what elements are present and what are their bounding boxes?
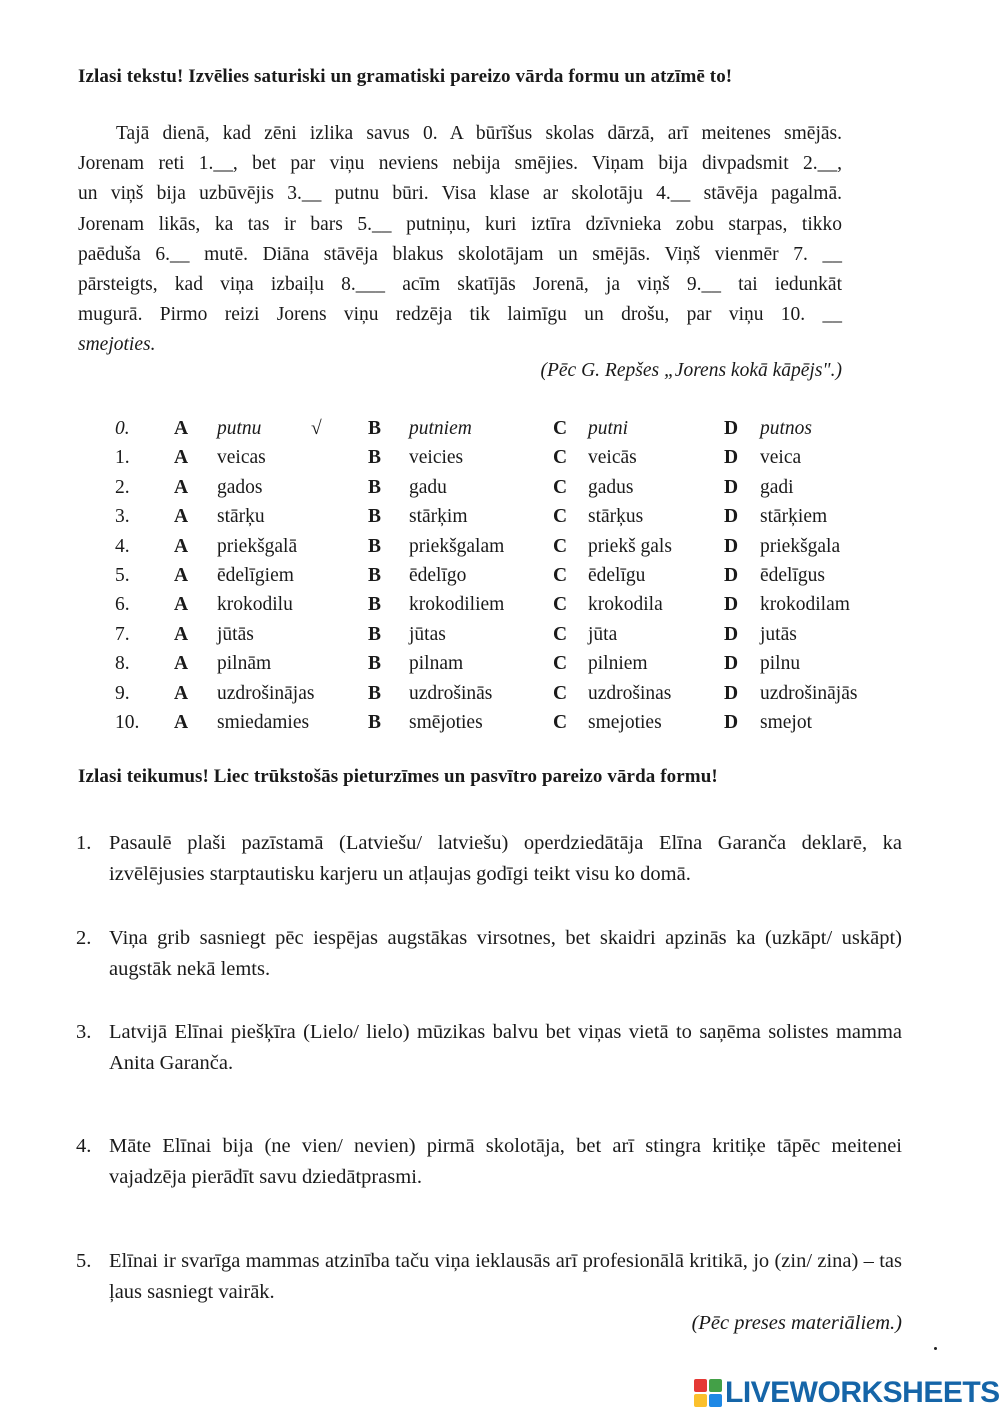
sentence-item xyxy=(76,923,902,985)
sentence-number: 3. xyxy=(76,1021,92,1043)
option-d[interactable]: smejot xyxy=(760,711,812,733)
option-letter-a: A xyxy=(174,447,189,469)
passage-line: Tajā dienā, kad zēni izlika savus 0. A būrīšus skolas dārzā, arī meitenes smējās. xyxy=(116,123,842,144)
option-a[interactable]: putnu xyxy=(217,418,262,439)
option-b[interactable]: priekšgalam xyxy=(409,535,505,557)
option-letter-d: D xyxy=(724,564,739,586)
sentence-number: 5. xyxy=(76,1250,92,1272)
option-letter-a: A xyxy=(174,506,189,528)
option-letter-b: B xyxy=(368,564,382,586)
option-b[interactable]: pilnam xyxy=(409,653,464,675)
question-number: 2. xyxy=(115,476,130,498)
option-letter-c: C xyxy=(553,623,568,645)
option-letter-a: A xyxy=(174,653,189,675)
option-letter-c: C xyxy=(553,476,568,498)
option-a[interactable]: gados xyxy=(217,476,263,498)
option-letter-a: A xyxy=(174,594,189,616)
option-row xyxy=(115,683,885,712)
option-d[interactable]: uzdrošinājās xyxy=(760,682,858,704)
option-d[interactable]: jutās xyxy=(760,623,797,645)
sentence-text[interactable]: Latvijā Elīnai piešķīra (Lielo/ lielo) mūzikas balvu bet viņas vietā to saņēma solistes mamma Anita Garanča. xyxy=(109,1021,902,1074)
option-row xyxy=(115,536,885,565)
option-letter-d: D xyxy=(724,506,739,528)
question-number: 7. xyxy=(115,623,130,645)
option-a[interactable]: uzdrošinājas xyxy=(217,682,315,704)
sentence-text[interactable]: Viņa grib sasniegt pēc iespējas augstākas virsotnes, bet skaidri apzinās ka (uzkāpt/ uskāpt) augstāk nekā lemts. xyxy=(109,927,902,980)
option-letter-c: C xyxy=(553,682,568,704)
question-number: 9. xyxy=(115,682,130,704)
option-letter-b: B xyxy=(368,506,382,528)
option-a[interactable]: pilnām xyxy=(217,653,272,675)
option-letter-a: A xyxy=(174,535,189,557)
option-row xyxy=(115,594,885,623)
option-a[interactable]: veicas xyxy=(217,447,266,469)
option-letter-d: D xyxy=(724,418,739,439)
option-d[interactable]: pilnu xyxy=(760,653,801,675)
option-d[interactable]: priekšgala xyxy=(760,535,841,557)
logo-square xyxy=(709,1394,722,1407)
option-letter-b: B xyxy=(368,682,382,704)
sentence-item xyxy=(76,1017,902,1079)
option-d[interactable]: ēdelīgus xyxy=(760,564,825,586)
passage-line: paēduša 6.__ mutē. Diāna stāvēja blakus skolotājam un smējās. Viņš vienmēr 7. __ xyxy=(78,243,842,265)
option-letter-a: A xyxy=(174,623,189,645)
option-c[interactable]: priekš gals xyxy=(588,535,672,557)
option-letter-c: C xyxy=(553,653,568,675)
stray-dot xyxy=(934,1347,937,1350)
option-b[interactable]: veicies xyxy=(409,447,464,469)
passage-line: Jorenam likās, ka tas ir bars 5.__ putniņu, kuri iztīra dzīvnieka zobu starpas, tikko xyxy=(78,213,842,235)
logo-text: LIVEWORKSHEETS xyxy=(725,1376,1000,1409)
passage-line: un viņš bija uzbūvējis 3.__ putnu būri. Visa klase ar skolotāju 4.__ stāvēja pagalmā. xyxy=(78,183,842,205)
option-b[interactable]: ēdelīgo xyxy=(409,564,467,586)
option-letter-c: C xyxy=(553,506,568,528)
option-b[interactable]: gadu xyxy=(409,476,447,498)
option-a[interactable]: jūtās xyxy=(217,623,254,645)
option-letter-b: B xyxy=(368,447,382,469)
option-letter-d: D xyxy=(724,594,739,616)
sentence-text[interactable]: Elīnai ir svarīga mammas atzinība taču viņa ieklausās arī profesionālā kritikā, jo (zin/ zina) – tas ļaus sasniegt vairāk. xyxy=(109,1250,902,1303)
option-letter-d: D xyxy=(724,682,739,704)
option-b[interactable]: stārķim xyxy=(409,506,468,528)
option-letter-b: B xyxy=(368,623,382,645)
logo-icon xyxy=(694,1379,722,1407)
option-letter-b: B xyxy=(368,653,382,675)
option-row xyxy=(115,447,885,476)
sentence-number: 1. xyxy=(76,832,92,854)
sentence-number: 2. xyxy=(76,927,92,949)
question-number: 0. xyxy=(115,418,130,439)
option-letter-d: D xyxy=(724,447,739,469)
logo-square xyxy=(709,1379,722,1392)
question-number: 8. xyxy=(115,653,130,675)
option-a[interactable]: priekšgalā xyxy=(217,535,298,557)
option-letter-b: B xyxy=(368,476,382,498)
check-mark-icon: √ xyxy=(311,418,322,439)
exercise2-instruction: Izlasi teikumus! Liec trūkstošās pieturzīmes un pasvītro pareizo vārda formu! xyxy=(78,766,718,787)
sentence-item xyxy=(76,1246,902,1308)
answer-options-table xyxy=(115,418,885,741)
option-row xyxy=(115,712,885,741)
logo-square xyxy=(694,1394,707,1407)
option-row xyxy=(115,565,885,594)
option-c[interactable]: ēdelīgu xyxy=(588,564,646,586)
option-c[interactable]: krokodila xyxy=(588,594,663,616)
option-a[interactable]: stārķu xyxy=(217,506,265,528)
question-number: 6. xyxy=(115,594,130,616)
exercise1-instruction: Izlasi tekstu! Izvēlies saturiski un gramatiski pareizo vārda formu un atzīmē to! xyxy=(78,66,733,87)
option-a[interactable]: ēdelīgiem xyxy=(217,564,294,586)
question-number: 1. xyxy=(115,447,130,469)
logo-square xyxy=(694,1379,707,1392)
option-a[interactable]: krokodilu xyxy=(217,594,293,616)
option-letter-b: B xyxy=(368,418,382,439)
option-row-example xyxy=(115,418,885,447)
option-d[interactable]: gadi xyxy=(760,476,794,498)
option-b[interactable]: krokodiliem xyxy=(409,594,505,616)
option-letter-d: D xyxy=(724,476,739,498)
option-c[interactable]: jūta xyxy=(588,623,618,645)
option-c[interactable]: pilniem xyxy=(588,653,648,675)
question-number: 5. xyxy=(115,564,130,586)
option-letter-b: B xyxy=(368,535,382,557)
option-letter-b: B xyxy=(368,594,382,616)
passage-line: pārsteigts, kad viņa izbaiļu 8.___ acīm skatījās Jorenā, ja viņš 9.__ tai iedunkāt xyxy=(78,273,842,295)
sentence-item xyxy=(76,1131,902,1193)
option-letter-a: A xyxy=(174,711,189,733)
reading-passage xyxy=(78,119,842,361)
option-row xyxy=(115,624,885,653)
option-letter-d: D xyxy=(724,711,739,733)
question-number: 10. xyxy=(115,711,140,733)
sentence-text[interactable]: Pasaulē plaši pazīstamā (Latviešu/ latviešu) operdziedātāja Elīna Garanča deklarē, ka izvēlējusies starptautisku karjeru un atļaujas godīgi teikt visu ko domā. xyxy=(109,832,902,885)
question-number: 4. xyxy=(115,535,130,557)
option-letter-d: D xyxy=(724,623,739,645)
option-letter-d: D xyxy=(724,535,739,557)
option-row xyxy=(115,477,885,506)
option-letter-d: D xyxy=(724,653,739,675)
option-letter-a: A xyxy=(174,476,189,498)
option-b[interactable]: smējoties xyxy=(409,711,483,733)
option-c[interactable]: veicās xyxy=(588,447,637,469)
option-b[interactable]: uzdrošinās xyxy=(409,682,493,704)
option-b[interactable]: putniem xyxy=(409,418,472,439)
sentence-number: 4. xyxy=(76,1135,92,1157)
option-d[interactable]: stārķiem xyxy=(760,506,828,528)
passage-source: (Pēc G. Repšes „Jorens kokā kāpējs".) xyxy=(540,360,842,381)
option-d[interactable]: krokodilam xyxy=(760,594,850,616)
option-letter-c: C xyxy=(553,447,568,469)
option-a[interactable]: smiedamies xyxy=(217,711,310,733)
option-c[interactable]: stārķus xyxy=(588,506,644,528)
liveworksheets-logo[interactable] xyxy=(694,1376,1000,1410)
option-c[interactable]: putni xyxy=(588,418,629,439)
passage-line: Jorenam reti 1.__, bet par viņu neviens nebija smējies. Viņam bija divpadsmit 2.__, xyxy=(78,153,842,175)
option-letter-a: A xyxy=(174,418,189,439)
option-c[interactable]: gadus xyxy=(588,476,634,498)
passage-line: smejoties. xyxy=(78,334,156,356)
passage-line: mugurā. Pirmo reizi Jorens viņu redzēja tik laimīgu un drošu, par viņu 10. __ xyxy=(78,304,842,326)
option-letter-c: C xyxy=(553,564,568,586)
question-number: 3. xyxy=(115,506,130,528)
option-letter-b: B xyxy=(368,711,382,733)
sentence-text[interactable]: Māte Elīnai bija (ne vien/ nevien) pirmā skolotāja, bet arī stingra kritiķe tāpēc meitenei vajadzēja pierādīt savu dziedātprasmi. xyxy=(109,1135,902,1188)
option-c[interactable]: smejoties xyxy=(588,711,662,733)
option-letter-c: C xyxy=(553,535,568,557)
option-row xyxy=(115,653,885,682)
option-letter-a: A xyxy=(174,564,189,586)
option-d[interactable]: veica xyxy=(760,447,802,469)
sentence-item xyxy=(76,828,902,890)
option-c[interactable]: uzdrošinas xyxy=(588,682,672,704)
option-letter-a: A xyxy=(174,682,189,704)
option-letter-c: C xyxy=(553,594,568,616)
option-letter-c: C xyxy=(553,711,568,733)
option-d[interactable]: putnos xyxy=(760,418,813,439)
option-letter-c: C xyxy=(553,418,568,439)
option-row xyxy=(115,506,885,535)
sentences-source: (Pēc preses materiāliem.) xyxy=(691,1312,902,1334)
option-b[interactable]: jūtas xyxy=(409,623,446,645)
